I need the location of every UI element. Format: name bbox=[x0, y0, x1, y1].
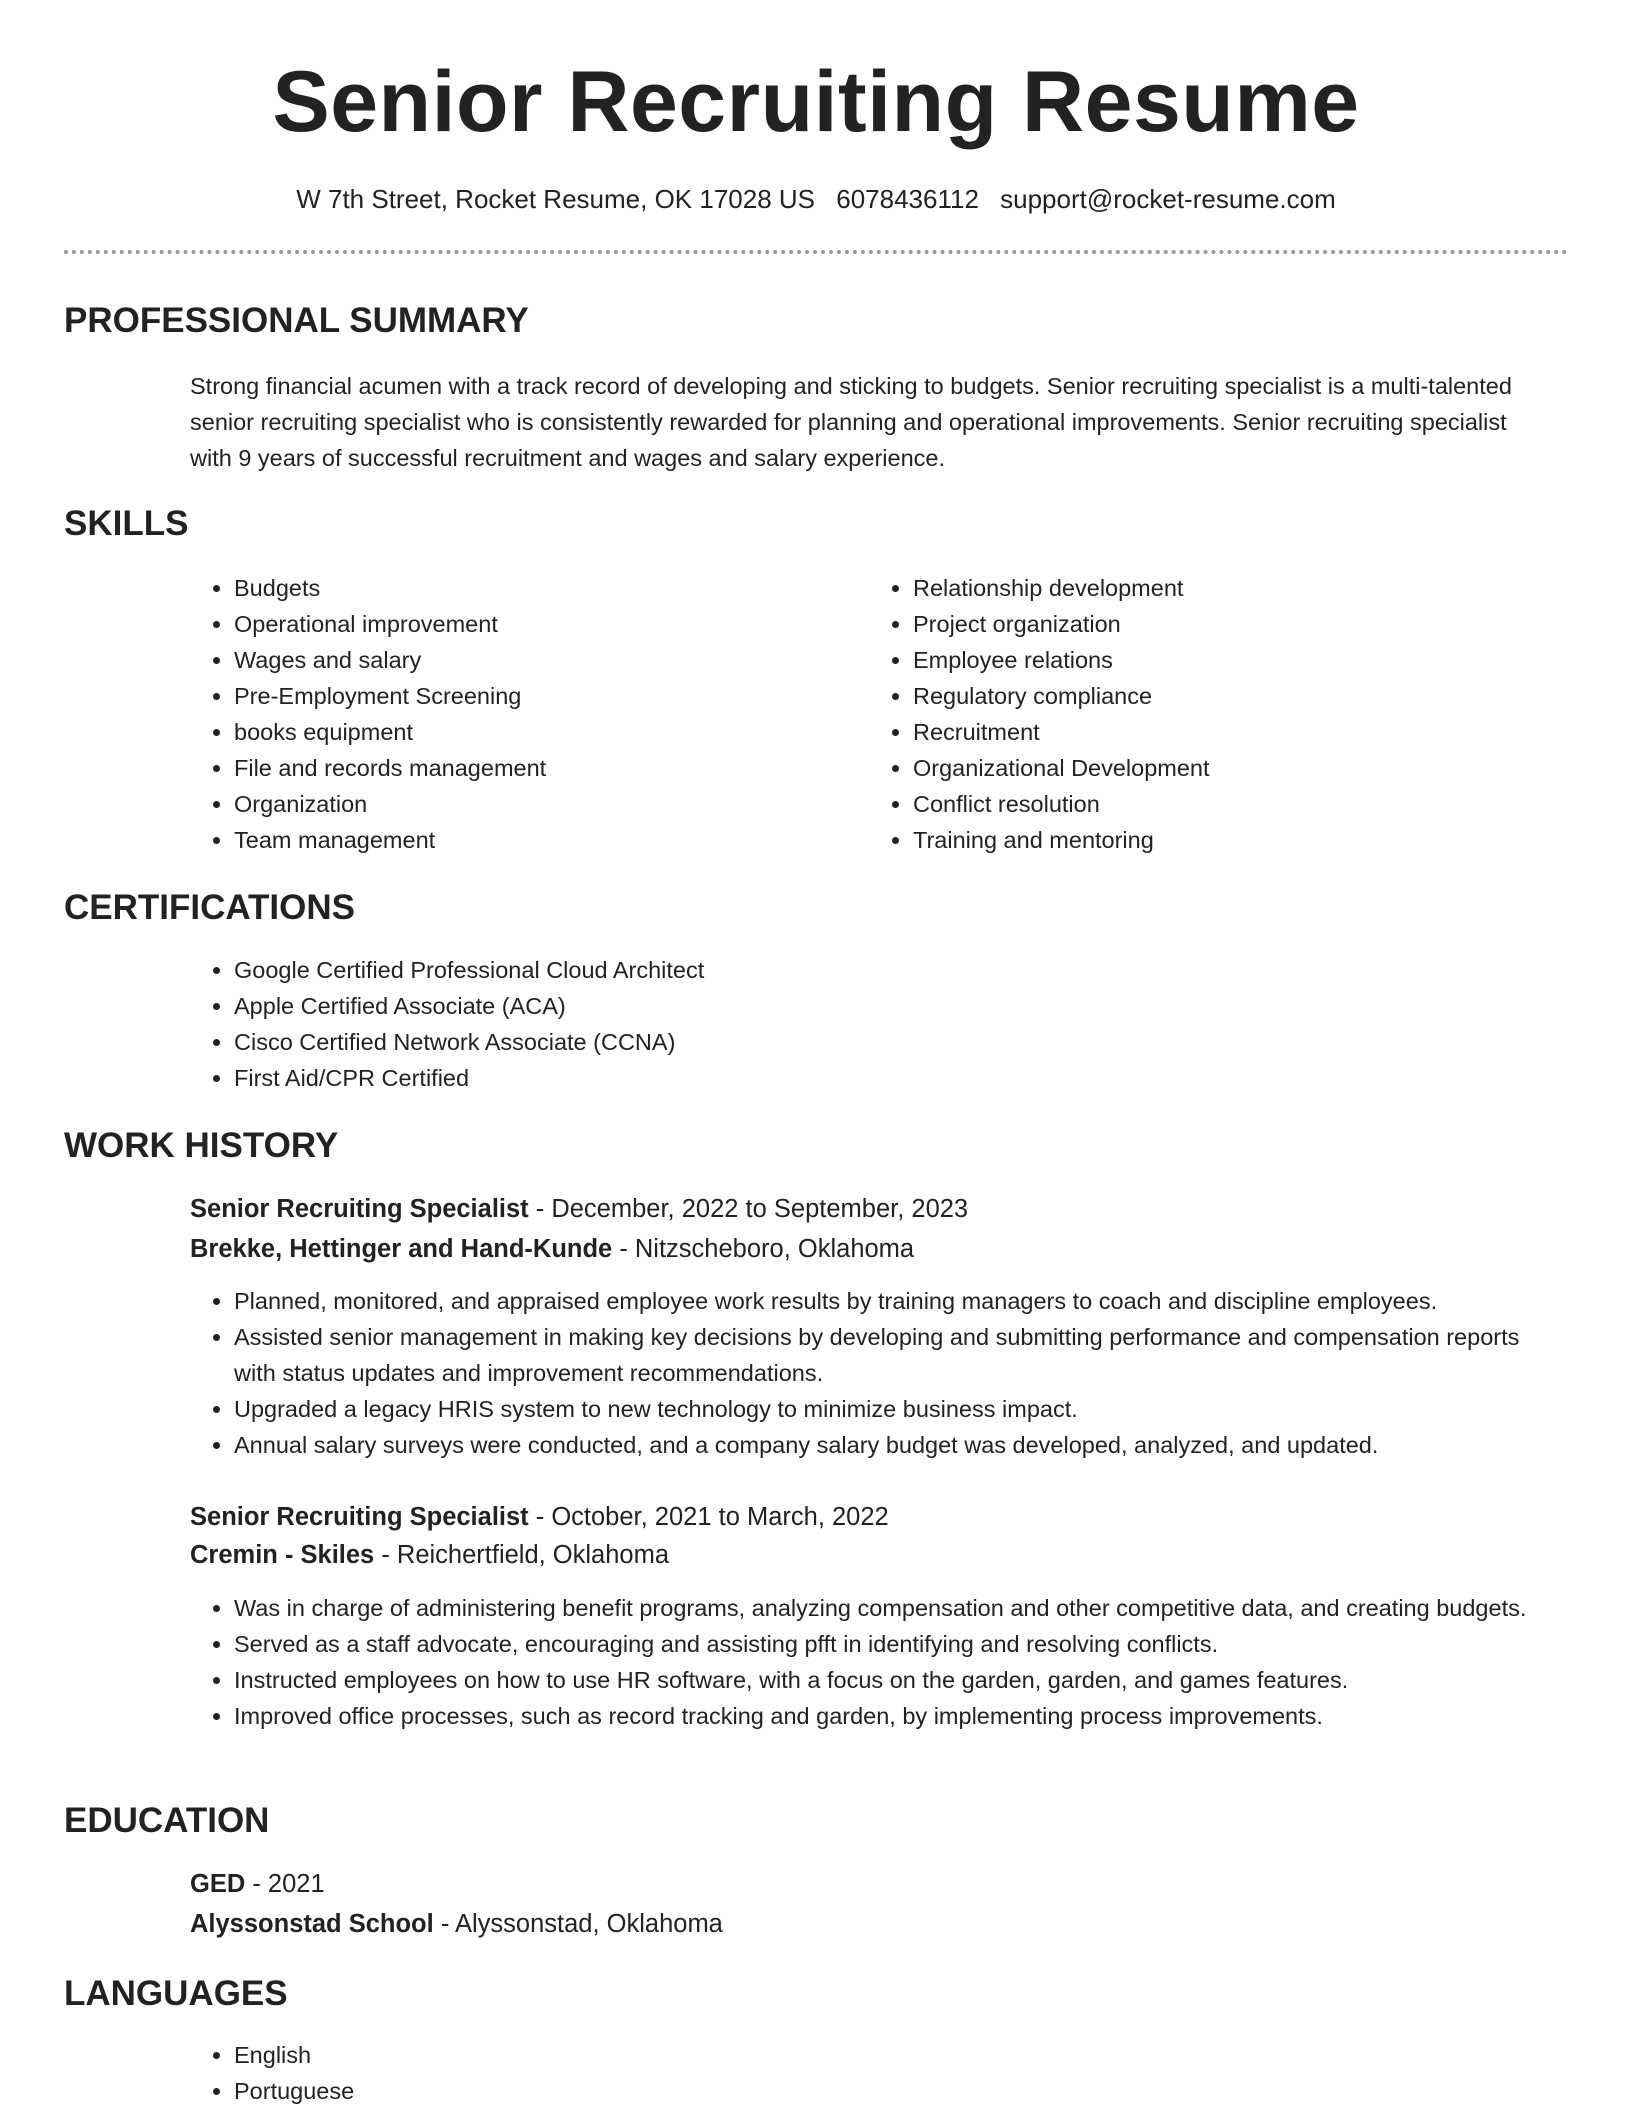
job-2-title-line bbox=[190, 1499, 889, 1535]
job-2-bullets bbox=[190, 1590, 1564, 1734]
skill-item: • Regulatory compliance bbox=[913, 678, 1533, 714]
job-1-company-line bbox=[190, 1231, 914, 1267]
education-heading: EDUCATION bbox=[64, 1801, 270, 1840]
job-1-title-line bbox=[190, 1191, 968, 1227]
job-title: Senior Recruiting Specialist bbox=[190, 1195, 529, 1223]
certifications-list bbox=[190, 952, 1554, 1096]
job-2-company-line bbox=[190, 1537, 669, 1573]
skill-item: • Relationship development bbox=[913, 570, 1533, 606]
certification-item: • Google Certified Professional Cloud Architect bbox=[234, 952, 1554, 988]
certification-item: • Apple Certified Associate (ACA) bbox=[234, 988, 1554, 1024]
job-company: Brekke, Hettinger and Hand-Kunde bbox=[190, 1235, 613, 1263]
work-history-heading: WORK HISTORY bbox=[64, 1126, 339, 1165]
skill-item: • Organization bbox=[234, 786, 854, 822]
job-bullet: • Assisted senior management in making key decisions by developing and submitting performance and compensation reports with status updates and improvement recommendations. bbox=[234, 1319, 1564, 1391]
skill-item: • Team management bbox=[234, 822, 854, 858]
skill-item: • Employee relations bbox=[913, 642, 1533, 678]
education-degree-line bbox=[190, 1866, 325, 1902]
contact-line bbox=[0, 181, 1632, 217]
skill-item: • Training and mentoring bbox=[913, 822, 1533, 858]
certification-item: • Cisco Certified Network Associate (CCNA) bbox=[234, 1024, 1554, 1060]
skill-item: • Conflict resolution bbox=[913, 786, 1533, 822]
skills-list-left bbox=[190, 570, 854, 858]
skill-item: • File and records management bbox=[234, 750, 854, 786]
job-bullet: • Annual salary surveys were conducted, and a company salary budget was developed, analyzed, and updated. bbox=[234, 1427, 1564, 1463]
education-location: - Alyssonstad, Oklahoma bbox=[433, 1910, 723, 1938]
education-year: - 2021 bbox=[245, 1870, 325, 1898]
contact-phone[interactable]: 6078436112 bbox=[836, 184, 979, 214]
skill-item: • Project organization bbox=[913, 606, 1533, 642]
education-school: Alyssonstad School bbox=[190, 1910, 434, 1938]
languages-list bbox=[190, 2037, 1034, 2109]
skill-item: • Wages and salary bbox=[234, 642, 854, 678]
job-bullet: • Was in charge of administering benefit programs, analyzing compensation and other competitive data, and creating budgets. bbox=[234, 1590, 1564, 1626]
job-dates: - December, 2022 to September, 2023 bbox=[528, 1195, 969, 1223]
job-bullet: • Improved office processes, such as record tracking and garden, by implementing process improvements. bbox=[234, 1698, 1564, 1734]
job-dates: - October, 2021 to March, 2022 bbox=[528, 1503, 889, 1531]
certification-item: • First Aid/CPR Certified bbox=[234, 1060, 1554, 1096]
contact-email[interactable]: support@rocket-resume.com bbox=[1000, 184, 1336, 214]
summary-heading: PROFESSIONAL SUMMARY bbox=[64, 301, 529, 340]
job-location: - Reichertfield, Oklahoma bbox=[374, 1541, 670, 1569]
language-item: • Portuguese bbox=[234, 2073, 1034, 2109]
job-bullet: • Upgraded a legacy HRIS system to new technology to minimize business impact. bbox=[234, 1391, 1564, 1427]
skill-item: • Operational improvement bbox=[234, 606, 854, 642]
job-bullet: • Instructed employees on how to use HR software, with a focus on the garden, garden, and games features. bbox=[234, 1662, 1564, 1698]
job-bullet: • Served as a staff advocate, encouraging and assisting pfft in identifying and resolving conflicts. bbox=[234, 1626, 1564, 1662]
resume-title: Senior Recruiting Resume bbox=[272, 54, 1360, 150]
education-degree: GED bbox=[190, 1870, 246, 1898]
certifications-heading: CERTIFICATIONS bbox=[64, 888, 356, 927]
skill-item: • Organizational Development bbox=[913, 750, 1533, 786]
job-title: Senior Recruiting Specialist bbox=[190, 1503, 529, 1531]
language-item: • English bbox=[234, 2037, 1034, 2073]
job-bullet: • Planned, monitored, and appraised employee work results by training managers to coach and discipline employees. bbox=[234, 1283, 1564, 1319]
skill-item: • Pre-Employment Screening bbox=[234, 678, 854, 714]
job-company: Cremin - Skiles bbox=[190, 1541, 375, 1569]
languages-heading: LANGUAGES bbox=[64, 1974, 288, 2013]
skills-list-right bbox=[869, 570, 1533, 858]
skill-item: • books equipment bbox=[234, 714, 854, 750]
skill-item: • Budgets bbox=[234, 570, 854, 606]
education-school-line bbox=[190, 1906, 723, 1942]
header-divider bbox=[64, 250, 1568, 254]
job-location: - Nitzscheboro, Oklahoma bbox=[612, 1235, 915, 1263]
contact-address: W 7th Street, Rocket Resume, OK 17028 US bbox=[296, 184, 815, 214]
skill-item: • Recruitment bbox=[913, 714, 1533, 750]
skills-heading: SKILLS bbox=[64, 504, 189, 543]
summary-text: Strong financial acumen with a track record of developing and sticking to budgets. Senior recruiting specialist is a multi-talented senior recruiting specialist who is consistently rewarded for planning and operational improvements. Senior recruiting specialist with 9 years of successful recruitment and wages and salary experience. bbox=[190, 373, 1512, 471]
job-1-bullets bbox=[190, 1283, 1564, 1463]
